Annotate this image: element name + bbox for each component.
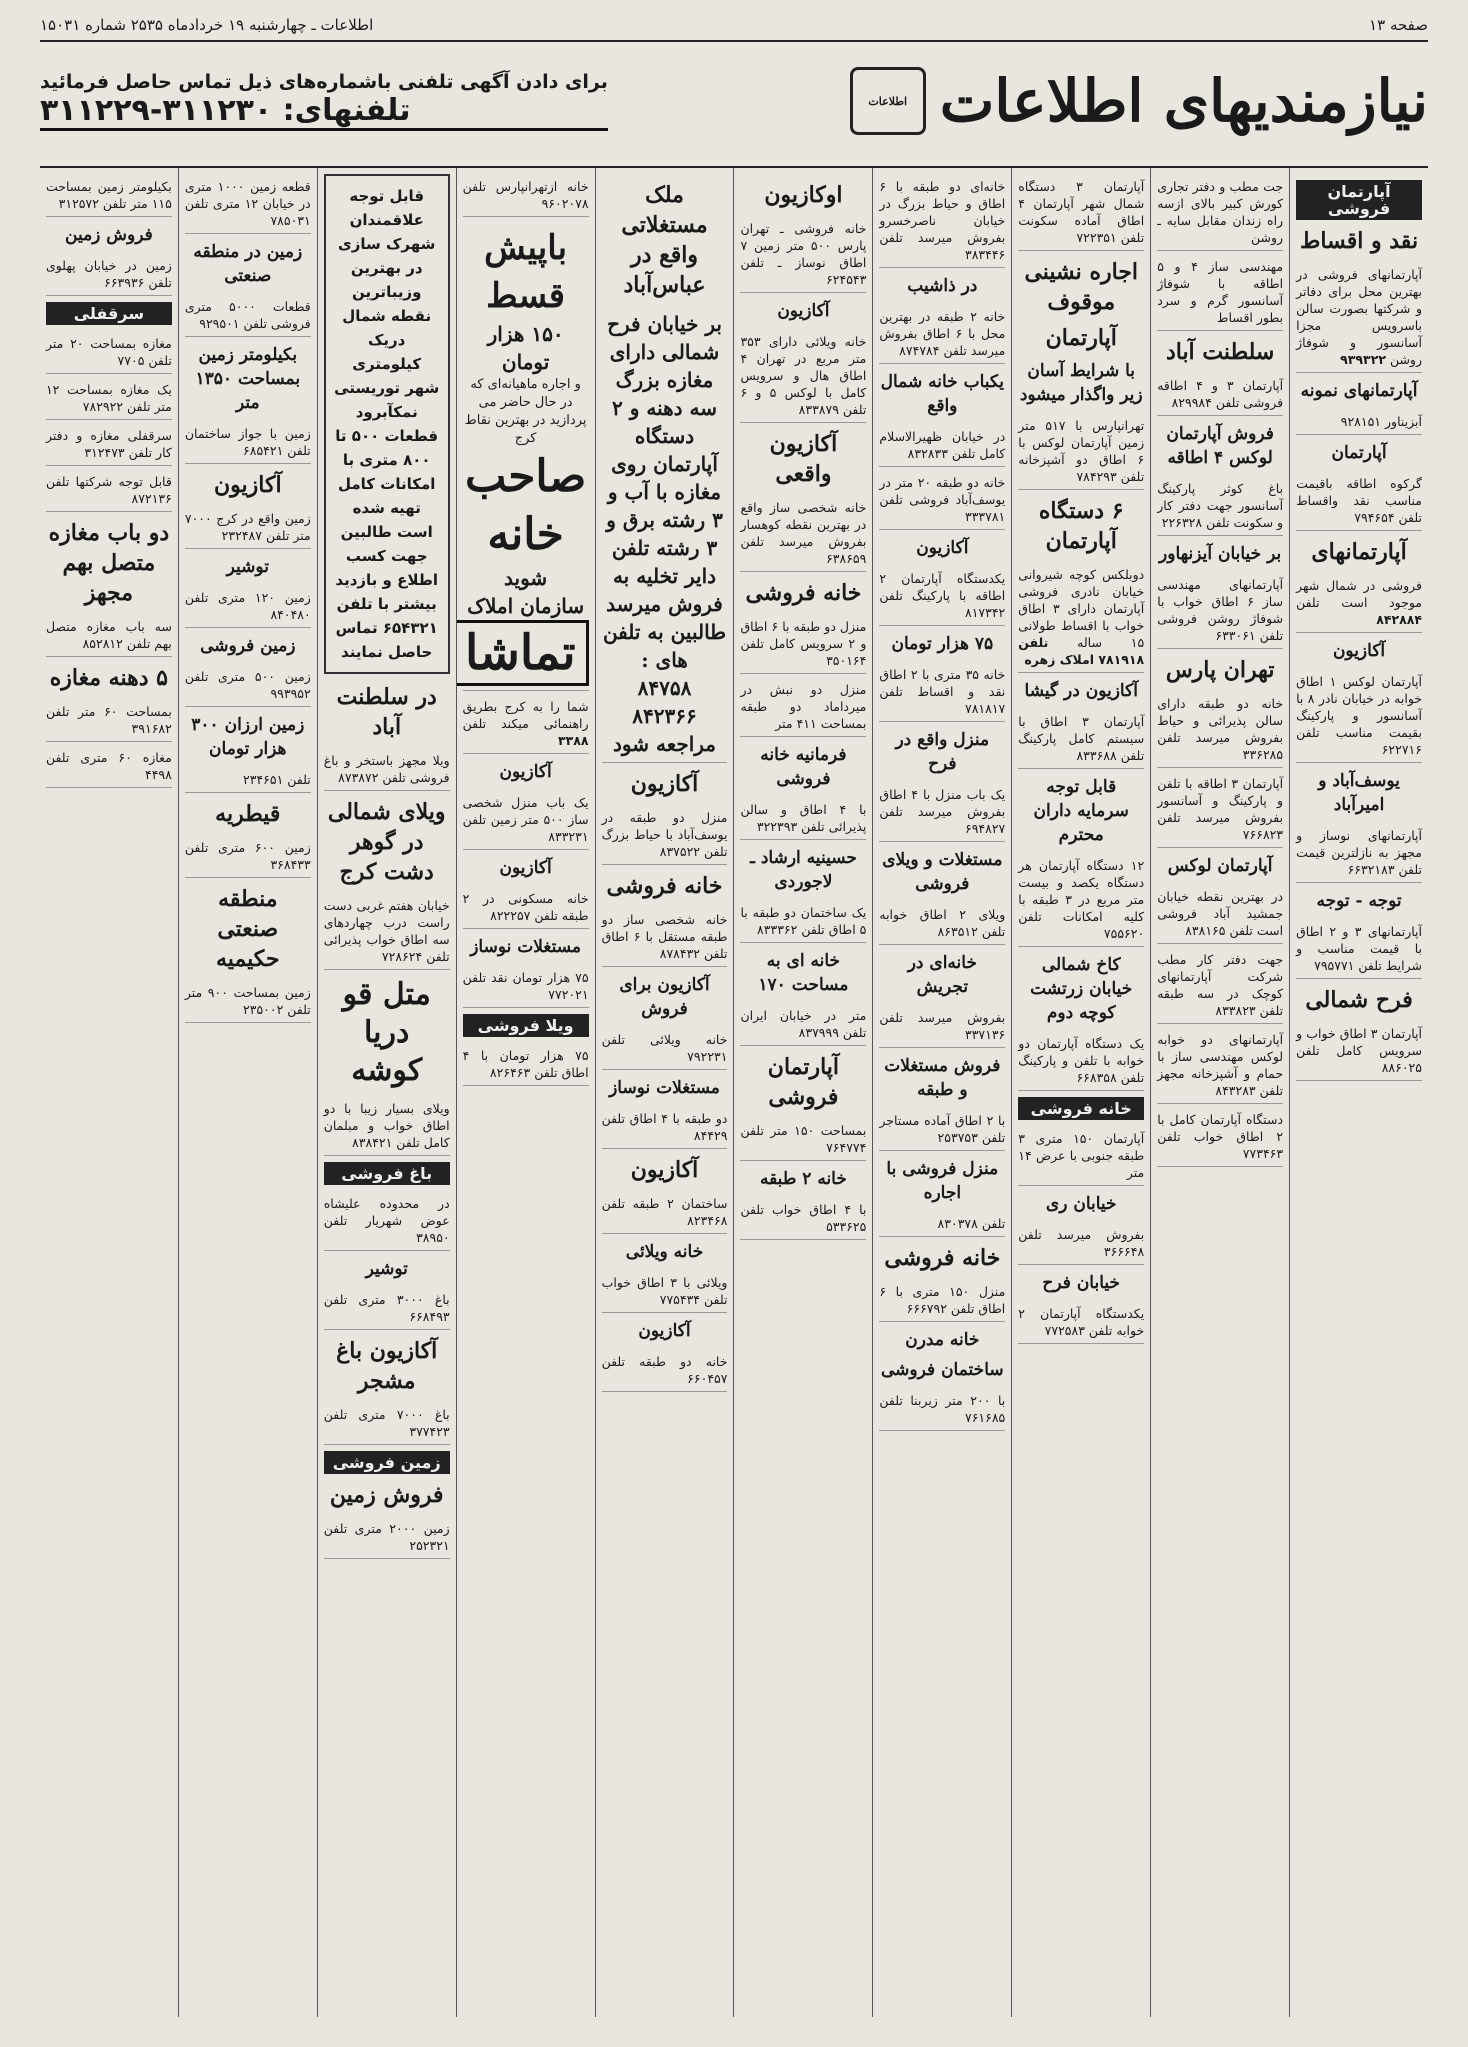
- ad-text: خانه دو طبقه تلفن ۶۶۰۴۵۷: [602, 1349, 728, 1392]
- ad-text: در بهترین نقطه خیابان جمشید آباد فروشی است تلفن ۸۳۸۱۶۵: [1157, 884, 1283, 944]
- ad-text: باغ ۷۰۰۰ متری تلفن ۳۷۷۴۲۳: [324, 1402, 450, 1445]
- ad-text: یک مغازه بمساحت ۱۲ متر تلفن ۷۸۲۹۲۲: [46, 377, 172, 420]
- ad-heading: فروش زمین: [65, 225, 153, 245]
- masthead-title: [850, 67, 1428, 135]
- column-5: [733, 168, 872, 2017]
- ad-text: متر در خیابان ایران تلفن ۸۳۷۹۹۹: [740, 1003, 866, 1046]
- ad-heading: فروش آپارتمان لوکس ۴ اطاقه: [1166, 424, 1274, 468]
- section-band: زمین فروشی: [324, 1451, 450, 1474]
- ad-text: قطعه زمین ۱۰۰۰ متری در خیابان ۱۲ متری تلفن ۷۸۵۰۳۱: [185, 174, 311, 234]
- ad-text: شما را به کرج بطریق راهنمائی میکند تلفن ۳۳۸۸: [463, 694, 589, 754]
- ad-text: منزل دو نبش در میرداماد دو طبقه بمساحت ۴۱۱ متر: [740, 677, 866, 737]
- ad-text: آپارتمان ۳ اطاق خواب و سرویس کامل تلفن ۸۸۶۰۲۵: [1296, 1021, 1422, 1081]
- column-8: [317, 168, 456, 2017]
- ad-text: ۷۵ هزار تومان با ۴ اطاق تلفن ۸۲۶۴۶۳: [463, 1043, 589, 1086]
- ad-text: خانه ویلائی دارای ۳۵۳ متر مربع در تهران ۴ اطاق هال و سرویس کامل با لوکس ۵ و ۶ تلفن ۸۳۳۸۷۹: [740, 329, 866, 423]
- ad-text: خانه ۳۵ متری با ۲ اطاق نقد و اقساط تلفن ۷۸۱۸۱۷: [879, 662, 1005, 722]
- ad-text: آپارتمانهای ۳ و ۲ اطاق با قیمت مناسب و شرایط تلفن ۷۹۵۷۷۱: [1296, 919, 1422, 979]
- ad-text: یکدستگاه آپارتمان ۲ اطاقه با پارکینگ تلفن ۸۱۷۳۴۲: [879, 566, 1005, 626]
- ad-text: خانه‌ای دو طبقه با ۶ اطاق و حیاط بزرگ در خیابان ناصرخسرو بفروش میرسد تلفن ۳۸۳۴۴۶: [879, 174, 1005, 268]
- ad-text: خانه مسکونی در ۲ طبقه تلفن ۸۲۲۲۵۷: [463, 886, 589, 929]
- ad-heading: آپارتمان: [1045, 325, 1117, 351]
- ad-text: آبزیناور ۹۲۸۱۵۱: [1296, 409, 1422, 435]
- ad-text: تلفن ۸۳۰۳۷۸: [879, 1211, 1005, 1237]
- section-band: باغ فروشی: [324, 1162, 450, 1185]
- ad-text: زمین در خیابان پهلوی تلفن ۶۶۳۹۳۶: [46, 253, 172, 296]
- ad-heading: اوکازیون: [764, 182, 843, 208]
- ad-heading: آکازیون: [499, 762, 552, 782]
- ad-heading: دو باب مغازه متصل بهم مجهز: [48, 520, 170, 606]
- ad-text: دو طبقه با ۴ اطاق تلفن ۸۴۴۲۹: [602, 1106, 728, 1149]
- ad-text: با ۴ اطاق و سالن پذیرائی تلفن ۳۲۲۳۹۳: [740, 797, 866, 840]
- ad-columns: [40, 166, 1428, 2017]
- ad-text: با ۲۰۰ متر زیربنا تلفن ۷۶۱۶۸۵: [879, 1388, 1005, 1431]
- ad-text: خیابان هفتم غربی دست راست درب چهاردهای سه اطاق خواب پذیرائی تلفن ۷۲۸۶۲۴: [324, 893, 450, 970]
- ad-heading: خانه‌ای در تجریش: [907, 953, 977, 997]
- ad-heading: آپارتمانهای نمونه: [1300, 381, 1418, 401]
- ad-heading: ویلای شمالی در گوهر دشت کرج: [327, 799, 446, 885]
- ad-heading: فرمانیه خانه فروشی: [760, 745, 847, 789]
- ad-text: در خیابان ظهیرالاسلام کامل تلفن ۸۳۲۸۳۳: [879, 424, 1005, 467]
- ad-heading: فرح شمالی: [1305, 987, 1413, 1013]
- ad-text: بفروش میرسد تلفن ۳۳۷۱۳۶: [879, 1005, 1005, 1048]
- ad-text: ۱۲ دستگاه آپارتمان هر دستگاه یکصد و بیست متر مربع در ۳ طبقه با کلیه امکانات تلفن ۷۵۵۶۲۰: [1018, 853, 1144, 947]
- ad-text: زمین بمساحت ۹۰۰ متر تلفن ۲۳۵۰۰۲: [185, 980, 311, 1023]
- ad-text: آپارتمانهای مهندسی ساز ۶ اطاق خواب با شوفاژ روشن فروشی تلفن ۶۳۳۰۶۱: [1157, 572, 1283, 649]
- ad-phone: ۸۴۲۳۶۶: [632, 704, 697, 728]
- ad-text: منزل دو طبقه در یوسف‌آباد با حیاط بزرگ تلفن ۸۳۷۵۲۲: [602, 805, 728, 865]
- column-9: [178, 168, 317, 2017]
- ad-text: گرکوه اطاقه باقیمت مناسب نقد واقساط تلفن ۷۹۴۶۵۴: [1296, 471, 1422, 531]
- ad-text: مغازه ۶۰ متری تلفن ۴۴۹۸: [46, 745, 172, 788]
- ad-text: مهندسی ساز ۴ و ۵ اطاقه با شوفاژ آسانسور گرم و سرد بطور اقساط: [1157, 254, 1283, 331]
- ad-text: فروشی در شمال شهر موجود است تلفن ۸۴۲۸۸۴: [1296, 573, 1422, 633]
- column-2: [1150, 168, 1289, 2017]
- column-3: [1011, 168, 1150, 2017]
- ad-heading: مستغلات و ویلای فروشی: [882, 850, 1003, 894]
- ad-text: بمساحت ۶۰ متر تلفن ۳۹۱۶۸۲: [46, 699, 172, 742]
- ad-heading: خانه فروشی: [606, 873, 723, 899]
- ad-text: ۷۵ هزار تومان نقد تلفن ۷۷۲۰۲۱: [463, 965, 589, 1008]
- ad-text: تهرانپارس با ۵۱۷ متر زمین آپارتمان لوکس با ۶ اطاق دو آشپزخانه تلفن ۷۸۴۲۹۳: [1018, 413, 1144, 490]
- ad-heading: آکازیون: [630, 771, 699, 797]
- ad-text: سه باب مغازه متصل بهم تلفن ۸۵۲۸۱۲: [46, 614, 172, 657]
- ad-heading: نقد و اقساط: [1300, 228, 1419, 254]
- ad-text: در محدوده علیشاه عوض شهریار تلفن ۳۸۹۵۰: [324, 1191, 450, 1251]
- ad-heading: مستغلات نوساز: [470, 937, 582, 957]
- ad-text: یک باب منزل با ۴ اطاق بفروش میرسد تلفن ۶۹۴۸۲۷: [879, 782, 1005, 842]
- ad-heading: یکباب خانه شمال واقع: [880, 372, 1005, 416]
- ad-heading: بر خیابان آیزنهاور: [1159, 544, 1282, 564]
- column-1: [1289, 168, 1428, 2017]
- phones-intro: برای دادن آگهی تلفنی باشماره‌های ذیل تماس حاصل فرمائید: [40, 71, 608, 93]
- ad-heading: منطقه صنعتی حکیمیه: [216, 886, 280, 972]
- ad-heading: ملک مستغلاتی واقع در عباس‌آباد: [621, 182, 708, 298]
- ad-text: ویلائی با ۳ اطاق خواب تلفن ۷۷۵۴۳۴: [602, 1270, 728, 1313]
- ad-phone: ۸۴۷۵۸: [637, 676, 692, 700]
- ad-text: آپارتمانهای دو خوابه لوکس مهندسی ساز با حمام و آشپزخانه مجهز تلفن ۸۴۳۲۸۳: [1157, 1027, 1283, 1104]
- section-band: سرقفلی: [46, 302, 172, 325]
- ad-text: آپارتمانهای نوساز و مجهز به نازلترین قیمت تلفن ۶۶۳۲۱۸۳: [1296, 823, 1422, 883]
- ad-text: باغ ۳۰۰۰ متری تلفن ۶۶۸۴۹۳: [324, 1287, 450, 1330]
- phones-line: تلفنهای: ۳۱۱۲۳۰-۳۱۱۲۲۹: [40, 93, 608, 131]
- ad-heading: آکازیون: [499, 858, 552, 878]
- ad-text: آپارتمان ۳ دستگاه شمال شهر آپارتمان ۴ اطاق آماده سکونت تلفن ۷۲۲۳۵۱: [1018, 174, 1144, 251]
- ad-heading: خانه مدرن: [905, 1330, 980, 1350]
- ad-text: ویلای بسیار زیبا با دو اطاق خواب و مبلمان کامل تلفن ۸۳۸۴۲۱: [324, 1096, 450, 1156]
- ad-heading: زمین فروشی: [200, 636, 296, 656]
- ad-text: آپارتمان لوکس ۱ اطاق خوابه در خیابان نادر ۸ با آسانسور و پارکینگ بقیمت مناسب تلفن ۶۲۲۷۱۶: [1296, 669, 1422, 763]
- folio-bar: [40, 14, 1428, 42]
- ad-heading: ساختمان فروشی: [881, 1360, 1004, 1380]
- ad-text: تلفن ۲۳۴۶۵۱: [185, 767, 311, 793]
- section-band: آپارتمان فروشی: [1296, 180, 1422, 220]
- ad-heading: یوسف‌آباد و امیرآباد: [1318, 771, 1400, 815]
- framed-ad: قابل توجه علاقمندان شهرک سازی در بهترین وزیباترین نقطه شمال دریک کیلومتری شهر توریستی نمکآبرود قطعات ۵۰۰ تا ۸۰۰ متری با امکانات کامل تهیه شده است طالبین جهت کسب اطلاع و بازدید بیشتر با تلفن ۶۵۴۳۲۱ تماس حاصل نمایند: [324, 174, 450, 674]
- ad-text: خانه شخصی ساز دو طبقه مستقل با ۶ اطاق تلفن ۸۷۸۴۳۲: [602, 907, 728, 967]
- ad-text: یکدستگاه آپارتمان ۲ خوابه تلفن ۷۷۲۵۸۳: [1018, 1301, 1144, 1344]
- ad-text: قطعات ۵۰۰۰ متری فروشی تلفن ۹۲۹۵۰۱: [185, 294, 311, 337]
- ad-text: بمساحت ۱۵۰ متر تلفن ۷۶۴۷۷۴: [740, 1118, 866, 1161]
- ad-text: ویلای ۲ اطاق خوابه تلفن ۸۶۳۵۱۲: [879, 902, 1005, 945]
- featured-ad: باپیش قسط ۱۵۰ هزار تومان و اجاره ماهیانه‌ای که در حال حاضر می پردازید در بهترین نقاط کرج صاحب خانه شوید سازمان املاک تماشا: [463, 220, 589, 691]
- ad-heading: مستغلات نوساز: [609, 1078, 720, 1098]
- ad-heading: خانه فروشی: [884, 1245, 1001, 1271]
- ad-text: آپارتمانهای فروشی در بهترین محل برای دفاتر و شرکتها بصورت سالن باسرویس مجزا آسانسور و شوفاژ روشن ۹۳۹۳۲۲: [1296, 262, 1422, 373]
- ad-text: زمین با جواز ساختمان تلفن ۶۸۵۴۲۱: [185, 421, 311, 464]
- ad-text: یک ساختمان دو طبقه با ۵ اطاق تلفن ۸۳۳۳۶۲: [740, 900, 866, 943]
- ad-heading: خانه ای به مساحت ۱۷۰: [758, 951, 849, 995]
- ad-heading: آپارتمانهای: [1311, 539, 1407, 565]
- ad-text: زمین واقع در کرج ۷۰۰۰ متر تلفن ۲۳۲۴۸۷: [185, 506, 311, 549]
- issue-line: اطلاعات ـ چهارشنبه ۱۹ خردادماه ۲۵۳۵ شماره ۱۵۰۳۱: [40, 16, 374, 34]
- ad-text: بفروش میرسد تلفن ۳۶۶۶۴۸: [1018, 1222, 1144, 1265]
- ad-heading: آکازیون: [777, 301, 830, 321]
- page-number: صفحه ۱۳: [1369, 16, 1428, 34]
- ad-text: خانه ۲ طبقه در بهترین محل با ۶ اطاق بفروش میرسد تلفن ۸۷۴۷۸۴: [879, 304, 1005, 364]
- ad-heading: آکازیون: [916, 538, 969, 558]
- ad-heading: ۷۵ هزار تومان: [891, 634, 994, 654]
- ad-heading: خانه فروشی: [745, 580, 862, 606]
- ad-heading: در سلطنت آباد: [336, 684, 437, 740]
- ad-text: خانه فروشی ـ تهران پارس ۵۰۰ متر زمین ۷ اطاق نوساز ـ تلفن ۶۲۴۵۴۳: [740, 216, 866, 293]
- ad-heading: آکازیون: [638, 1321, 691, 1341]
- column-7: [456, 168, 595, 2017]
- ad-heading: زمین در منطقه صنعتی: [193, 242, 303, 286]
- ad-heading: توشیر: [365, 1259, 408, 1279]
- ad-text: دوبلکس کوچه شیروانی خیابان نادری فروشی آپارتمان دارای ۳ اطاق خواب با اقساط طولانی ۱۵ ساله تلفن ۷۸۱۹۱۸ املاک زهره: [1018, 562, 1144, 673]
- ad-text: آپارتمان ۳ اطاق با سیستم کامل پارکینگ تلفن ۸۳۳۶۸۸: [1018, 709, 1144, 769]
- masthead: [40, 46, 1428, 156]
- ad-text: آپارتمان ۱۵۰ متری ۳ طبقه جنوبی با عرض ۱۴ متر: [1018, 1126, 1144, 1186]
- ad-heading: خانه ۲ طبقه: [759, 1169, 847, 1189]
- ad-heading: اجاره نشینی موقوف: [1024, 259, 1139, 315]
- ad-heading: فروش زمین: [329, 1482, 444, 1508]
- ad-heading: منزل فروشی با اجاره: [886, 1159, 999, 1203]
- ad-subheading: با شرایط آسان زیر واگذار میشود: [1019, 361, 1143, 405]
- ad-text: زمین ۲۰۰۰ متری تلفن ۲۵۲۳۲۱: [324, 1516, 450, 1559]
- ad-heading: فروش مستغلات و طبقه: [884, 1056, 1001, 1100]
- ad-heading: آکازیون: [214, 472, 282, 498]
- ad-heading: منزل واقع در فرح: [895, 730, 990, 774]
- ad-heading: آپارتمان: [1331, 443, 1387, 463]
- ad-heading: در ذاشیب: [907, 276, 978, 296]
- column-4: [872, 168, 1011, 2017]
- ad-text: بکیلومتر زمین بمساحت ۱۱۵ متر تلفن ۳۱۲۵۷۲: [46, 174, 172, 217]
- ad-text: یک باب منزل شخصی ساز ۵۰۰ متر زمین تلفن ۸۳۳۲۳۱: [463, 790, 589, 850]
- ad-text: دستگاه آپارتمان کامل با ۲ اطاق خواب تلفن ۷۷۳۴۶۳: [1157, 1107, 1283, 1167]
- ad-heading: توجه - توجه: [1316, 891, 1402, 911]
- ad-heading: متل قو دریا کوشه: [342, 977, 431, 1088]
- ad-heading: سلطنت آباد: [1165, 339, 1275, 365]
- agency-logo-icon: تماشا: [456, 620, 589, 686]
- ad-heading: تهران پارس: [1165, 657, 1275, 683]
- ad-text: خانه دو طبقه دارای سالن پذیرائی و حیاط بفروش میرسد تلفن ۳۳۶۲۸۵: [1157, 691, 1283, 768]
- ad-heading: بکیلومتر زمین بمساحت ۱۳۵۰ متر: [195, 345, 301, 413]
- phone-box: [40, 71, 608, 131]
- ad-text: خانه دو طبقه ۲۰ متر در یوسف‌آباد فروشی تلفن ۳۳۳۷۸۱: [879, 470, 1005, 530]
- ad-text: زمین ۱۲۰ متری تلفن ۸۴۰۴۸۰: [185, 585, 311, 628]
- ad-heading: ۶ دستگاه آپارتمان: [1038, 498, 1124, 554]
- ad-text: جت مطب و دفتر تجاری کورش کبیر بالای ازسه راه زندان مقابل سایه ـ روشن: [1157, 174, 1283, 251]
- ad-text: زمین ۶۰۰ متری تلفن ۳۶۸۴۳۳: [185, 835, 311, 878]
- section-band: خانه فروشی: [1018, 1097, 1144, 1120]
- ad-text: سرقفلی مغازه و دفتر کار تلفن ۳۱۲۴۷۳: [46, 423, 172, 466]
- ad-text: خانه ازتهرانپارس تلفن ۹۶۰۲۰۷۸: [463, 174, 589, 217]
- ad-heading: کاخ شمالی خیابان زرتشت کوچه دوم: [1030, 955, 1133, 1023]
- column-10: [40, 168, 178, 2017]
- ad-text: جهت دفتر کار مطب شرکت آپارتمانهای کوچک در سه طبقه تلفن ۸۳۳۸۲۳: [1157, 947, 1283, 1024]
- ad-text: با ۲ اطاق آماده مستاجر تلفن ۲۵۳۷۵۳: [879, 1108, 1005, 1151]
- ad-text: یک دستگاه آپارتمان دو خوابه با تلفن و پارکینگ تلفن ۶۶۸۳۵۸: [1018, 1031, 1144, 1091]
- ad-heading: توشیر: [226, 557, 269, 577]
- ad-text: مغازه بمساحت ۲۰ متر تلفن ۷۷۰۵: [46, 331, 172, 374]
- ad-heading: آکازیون: [630, 1157, 699, 1183]
- ad-text: زمین ۵۰۰ متری تلفن ۹۹۳۹۵۲: [185, 664, 311, 707]
- ad-text: خانه ویلائی تلفن ۷۹۲۲۳۱: [602, 1027, 728, 1070]
- ad-text: خانه شخصی ساز واقع در بهترین نقطه کوهسار بفروش میرسد تلفن ۶۳۸۶۵۹: [740, 495, 866, 572]
- column-6: [595, 168, 734, 2017]
- section-band: ویلا فروشی: [463, 1014, 589, 1037]
- ad-heading: آکازیون در گیشا: [1024, 681, 1138, 701]
- newspaper-logo-icon: اطلاعات: [850, 67, 926, 135]
- ad-heading: آکازیون برای فروش: [619, 975, 710, 1019]
- ad-text: ویلا مجهز باستخر و باغ فروشی تلفن ۸۷۳۸۷۲: [324, 748, 450, 791]
- ad-heading: آکازیون: [1332, 641, 1386, 661]
- ad-text: ساختمان ۲ طبقه تلفن ۸۲۳۴۶۸: [602, 1191, 728, 1234]
- ad-heading: آپارتمان فروشی: [767, 1054, 840, 1110]
- ad-heading: ۵ دهنه مغازه: [49, 665, 168, 691]
- ad-heading: زمین ارزان ۳۰۰ هزار تومان: [191, 715, 305, 759]
- ad-heading: قیطریه: [215, 801, 281, 827]
- ad-text: آپارتمان ۳ اطاقه با تلفن و پارکینگ و آسانسور بفروش میرسد تلفن ۷۶۶۸۲۳: [1157, 771, 1283, 848]
- ad-text: منزل دو طبقه با ۶ اطاق و ۲ سرویس کامل تلفن ۳۵۰۱۶۴: [740, 614, 866, 674]
- featured-ad: بر خیابان فرح شمالی دارای مغازه بزرگ سه دهنه و ۲ دستگاه آپارتمان روی مغازه با آب و ۳ رشته برق و ۳ رشته تلفن دایر تخلیه به فروش میرسد طالبین به تلفن های : ۸۴۷۵۸ ۸۴۲۳۶۶ مراجعه شود: [602, 306, 728, 763]
- ad-text: آپارتمان ۳ و ۴ اطاقه فروشی تلفن ۸۲۹۹۸۴: [1157, 373, 1283, 416]
- ad-heading: آپارتمان لوکس: [1167, 856, 1273, 876]
- ad-heading: خانه ویلائی: [625, 1242, 704, 1262]
- section-title: نیازمندیهای اطلاعات: [939, 67, 1428, 135]
- phones-numbers: ۳۱۱۲۳۰-۳۱۱۲۲۹: [40, 93, 273, 128]
- ad-heading: خیابان فرح: [1042, 1273, 1121, 1293]
- ad-text: با ۴ اطاق خواب تلفن ۵۳۳۶۲۵: [740, 1197, 866, 1240]
- ad-heading: آکازیون واقعی: [769, 431, 838, 487]
- ad-heading: حسینیه ارشاد ـ لاجوردی: [749, 848, 857, 892]
- ad-text: منزل ۱۵۰ متری با ۶ اطاق تلفن ۶۶۶۷۹۲: [879, 1279, 1005, 1322]
- ad-heading: قابل توجه سرمایه داران محترم: [1033, 777, 1129, 845]
- ad-text: باغ کوثر پارکینگ آسانسور جهت دفتر کار و سکونت تلفن ۲۲۶۳۲۸: [1157, 476, 1283, 536]
- ad-text: قابل توجه شرکتها تلفن ۸۷۲۱۳۶: [46, 469, 172, 512]
- ad-heading: آکازیون باغ مشجر: [336, 1338, 438, 1394]
- ad-heading: خیابان ری: [1045, 1194, 1117, 1214]
